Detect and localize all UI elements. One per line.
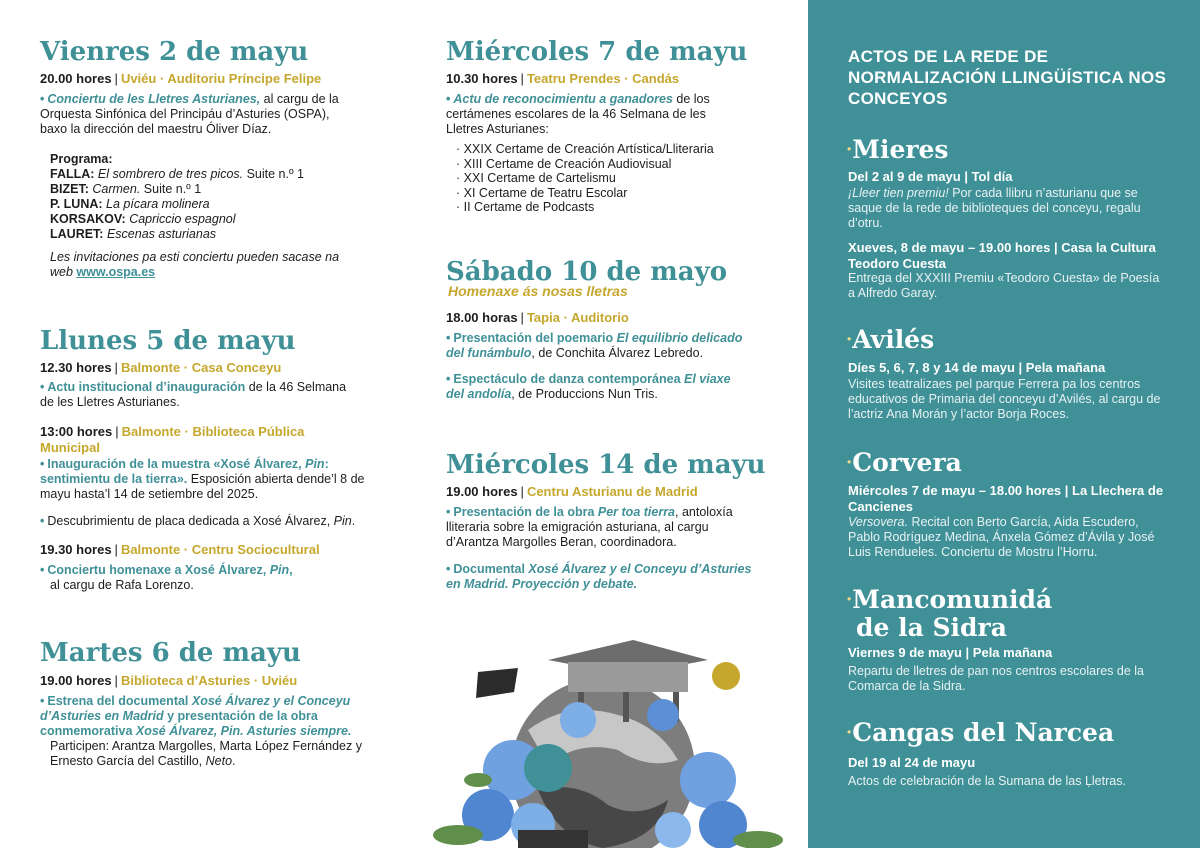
event-header: Miércoles 7 de mayu – 18.00 hores | La Llechera de Cancienes bbox=[848, 483, 1164, 514]
flag-image bbox=[476, 668, 518, 698]
town-title-mancomunida-line2: de la Sidra bbox=[856, 613, 1007, 642]
event-description: • Conciertu homenaxe a Xosé Álvarez, Pin, al cargu de Rafa Lorenzo. bbox=[40, 563, 293, 592]
list-item: · II Certame de Podcasts bbox=[456, 200, 756, 215]
day-title-miercoles-7: Miércoles 7 de mayu bbox=[446, 37, 748, 67]
bullet-dot-icon: • bbox=[446, 92, 451, 106]
bullet-dot-icon: • bbox=[40, 563, 45, 577]
event-header: 10.30 hores | Teatru Prendes · Candás bbox=[446, 71, 680, 86]
day-title-vienres-2: Vienres 2 de mayu bbox=[40, 37, 309, 67]
event-description: • Actu de reconocimientu a ganadores de los certámenes escolares de la 46 Selmana de les Lletres Asturianes: bbox=[446, 92, 710, 136]
list-item: · XIII Certame de Creación Audiovisual bbox=[456, 157, 756, 172]
program-item: KORSAKOV: Capriccio espagnol bbox=[50, 212, 236, 226]
town-title-corvera: ·Corvera bbox=[846, 448, 962, 477]
event-description: • Inauguración de la muestra «Xosé Álvarez, Pin: sentimientu de la tierra». Esposición abierta dende’l 8 de mayu hasta’l 14 de setiembre del 2025. bbox=[40, 457, 365, 501]
bullet-dot-icon: • bbox=[40, 514, 45, 528]
event-description: • Conciertu de les Lletres Asturianes, al cargu de la Orquesta Sinfónica del Principáu d’Asturies (OSPA), baxo la dirección del maestru Óliver Díaz. bbox=[40, 92, 339, 136]
event-header: Xueves, 8 de mayu – 19.00 hores | Casa la Cultura Teodoro Cuesta bbox=[848, 240, 1156, 271]
event-header: 19.00 hores | Centru Asturianu de Madrid bbox=[446, 484, 698, 499]
day-title-llunes-5: Llunes 5 de mayu bbox=[40, 326, 296, 356]
gold-circle-decoration bbox=[712, 662, 740, 690]
event-description: ¡Lleer tien premiu! Por cada llibru n’asturianu que se saque de la rede de biblioteques del conceyu, regalu d’otru. bbox=[848, 186, 1141, 230]
town-title-cangas: ·Cangas del Narcea bbox=[846, 718, 1115, 747]
day-title-martes-6: Martes 6 de mayu bbox=[40, 638, 301, 668]
list-item: · XXIX Certame de Creación Artística/Lliteraria bbox=[456, 142, 756, 157]
list-item: · XXI Certame de Cartelismu bbox=[456, 171, 756, 186]
bullet-dot-icon: • bbox=[40, 92, 45, 106]
program-item: BIZET: Carmen. Suite n.º 1 bbox=[50, 182, 202, 196]
ospa-link[interactable]: www.ospa.es bbox=[76, 265, 156, 279]
dot-icon: · bbox=[846, 139, 853, 160]
program-label: Programa: bbox=[50, 152, 113, 166]
event-description: Repartu de lletres de pan nos centros escolares de la Comarca de la Sidra. bbox=[848, 664, 1145, 693]
bullet-dot-icon: • bbox=[446, 505, 451, 519]
town-title-mancomunida: ·Mancomunidá bbox=[846, 585, 1053, 614]
day-title-miercoles-14: Miércoles 14 de mayu bbox=[446, 450, 766, 480]
event-header: 19.30 hores | Balmonte · Centru Sociocultural bbox=[40, 542, 320, 557]
day-subtitle: Homenaxe ás nosas lletras bbox=[448, 283, 628, 299]
collage-illustration bbox=[418, 620, 808, 848]
town-title-mieres: ·Mieres bbox=[846, 135, 949, 164]
dot-icon: · bbox=[846, 722, 853, 743]
dot-icon: · bbox=[846, 452, 853, 473]
event-description: Visites teatralizaes pel parque Ferrera pa los centros educativos de Primaria del conceyu d’Avilés, al cargu de l’actriz Ana Morán y l’actor Borja Roces. bbox=[848, 377, 1161, 421]
program-item: FALLA: El sombrero de tres picos. Suite n.º 1 bbox=[50, 167, 304, 181]
day-title-sabado-10: Sábado 10 de mayo bbox=[446, 257, 728, 287]
event-description: Actos de celebración de la Sumana de las Ḷletras. bbox=[848, 774, 1126, 788]
bullet-dot-icon: • bbox=[446, 562, 451, 576]
dot-icon: · bbox=[846, 589, 853, 610]
suitcase-image bbox=[518, 830, 588, 848]
event-header: 20.00 hores | Uviéu · Auditoriu Príncipe Felipe bbox=[40, 71, 322, 86]
event-description: • Estrena del documental Xosé Álvarez y el Conceyu d’Asturies en Madrid y presentación de la obra conmemorativa Xosé Álvarez, Pin. Asturies siempre. bbox=[40, 694, 352, 738]
event-description: • Actu institucional d’inauguración de la 46 Selmana de les Lletres Asturianes. bbox=[40, 380, 347, 409]
program-item: P. LUNA: La pícara molinera bbox=[50, 197, 210, 211]
bullet-dot-icon: • bbox=[40, 380, 45, 394]
event-description: • Presentación de la obra Per toa tierra, antoloxía lliteraria sobre la emigración asturiana, al cargu d’Arantza Margolles Beran, coordinadora. bbox=[446, 505, 733, 549]
event-description: Versovera. Recital con Berto García, Aida Escudero, Pablo Rodríguez Medina, Ánxela Gómez d’Ávila y José Luis Rendueles. Conciertu de Mostru l’Horru. bbox=[848, 515, 1155, 559]
dot-icon: · bbox=[846, 329, 853, 350]
event-description: Entrega del XXXIII Premiu «Teodoro Cuesta» de Poesía a Alfredo Garay. bbox=[848, 271, 1160, 300]
event-header: 13:00 hores | Balmonte · Biblioteca Pública Municipal bbox=[40, 424, 305, 455]
event-description: • Descubrimientu de placa dedicada a Xosé Álvarez, Pin. bbox=[40, 514, 356, 528]
bullet-dot-icon: • bbox=[446, 372, 451, 386]
invitation-note: Les invitaciones pa esti conciertu pueden sacase na web www.ospa.es bbox=[50, 250, 340, 279]
program-block bbox=[50, 152, 370, 242]
panel-title: ACTOS DE LA REDE DE NORMALIZACIÓN LLINGÜÍSTICA NOS CONCEYOS bbox=[848, 47, 1167, 108]
event-place: Uviéu · Auditoriu Príncipe Felipe bbox=[120, 71, 322, 86]
participants: Participen: Arantza Margolles, Marta López Fernández y Ernesto García del Castillo, Neto. bbox=[50, 739, 362, 768]
event-description: • Presentación del poemario El equilibrio delicado del funámbulo, de Conchita Álvarez Lebredo. bbox=[446, 331, 743, 360]
event-header: 18.00 horas | Tapia · Auditorio bbox=[446, 310, 629, 325]
event-time: 20.00 hores bbox=[40, 71, 112, 86]
event-header: Del 2 al 9 de mayu | Tol día bbox=[848, 169, 1013, 184]
teal-circle-decoration bbox=[524, 744, 572, 792]
bullet-dot-icon: • bbox=[446, 331, 451, 345]
event-header: 19.00 hores | Biblioteca d’Asturies · Uviéu bbox=[40, 673, 298, 688]
town-title-aviles: ·Avilés bbox=[846, 325, 935, 354]
event-header: Díes 5, 6, 7, 8 y 14 de mayu | Pela mañana bbox=[848, 360, 1106, 375]
event-description: • Espectáculo de danza contemporánea El viaxe del andolía, de Produccions Nun Tris. bbox=[446, 372, 731, 401]
event-header: Del 19 al 24 de mayu bbox=[848, 755, 976, 770]
event-header: Viernes 9 de mayu | Pela mañana bbox=[848, 645, 1053, 660]
event-header: 12.30 hores | Balmonte · Casa Conceyu bbox=[40, 360, 282, 375]
event-description: • Documental Xosé Álvarez y el Conceyu d’Asturies en Madrid. Proyección y debate. bbox=[446, 562, 752, 591]
contest-list bbox=[456, 142, 756, 215]
list-item: · XI Certame de Teatru Escolar bbox=[456, 186, 756, 201]
bullet-dot-icon: • bbox=[40, 694, 45, 708]
bullet-dot-icon: • bbox=[40, 457, 45, 471]
program-item: LAURET: Escenas asturianas bbox=[50, 227, 217, 241]
